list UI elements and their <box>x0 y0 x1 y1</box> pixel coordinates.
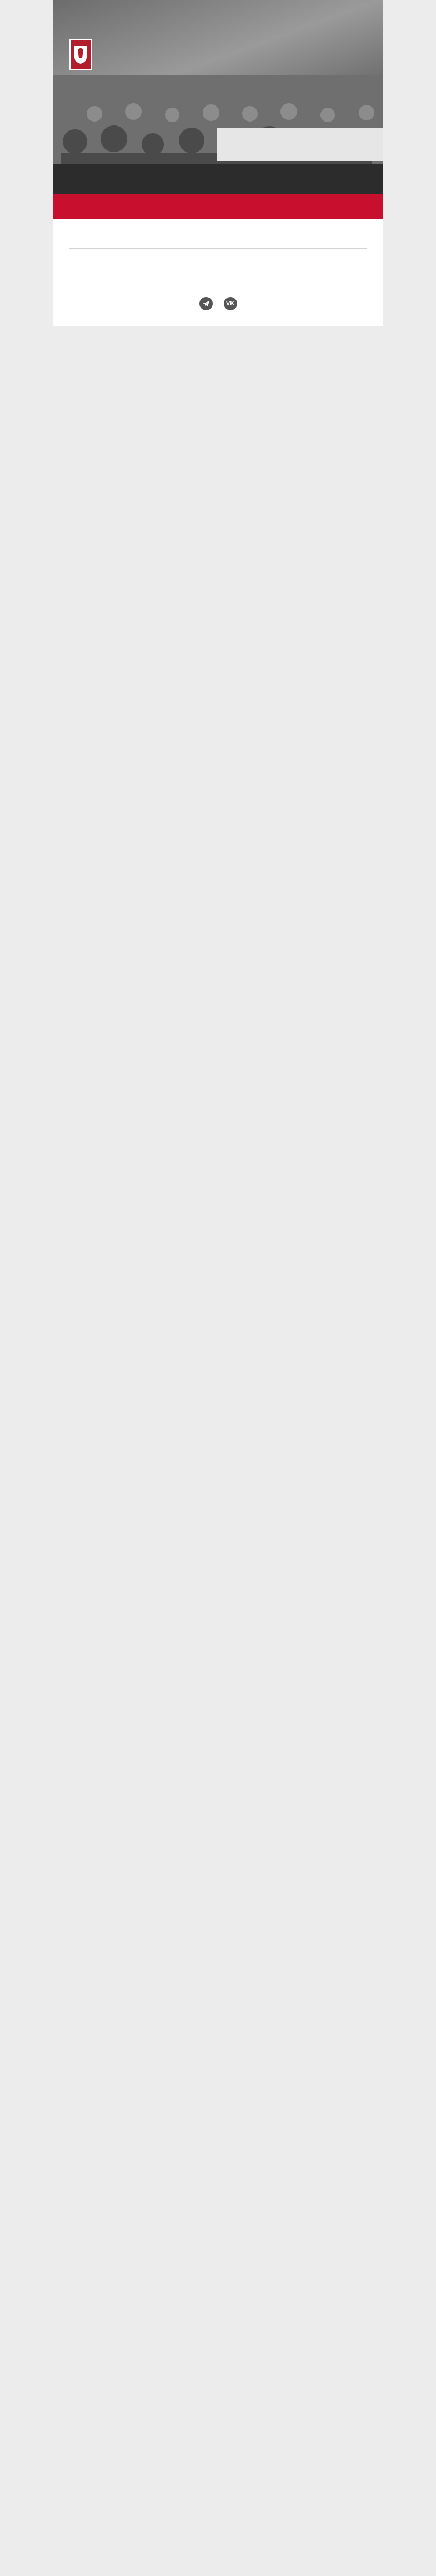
email-body <box>53 0 383 326</box>
section-title-box <box>217 128 383 161</box>
social-links <box>53 281 383 326</box>
coat-of-arms-icon <box>69 39 92 70</box>
telegram-icon[interactable] <box>199 297 213 310</box>
header-banner <box>53 0 383 219</box>
vk-icon[interactable]: VK <box>224 297 237 310</box>
unsubscribe-footer <box>0 2554 436 2565</box>
intro-heading <box>53 219 383 248</box>
signature <box>53 249 383 281</box>
mtpp-logo[interactable] <box>69 39 336 70</box>
header-dark-strip <box>53 164 383 194</box>
header-red-strip <box>53 194 383 219</box>
